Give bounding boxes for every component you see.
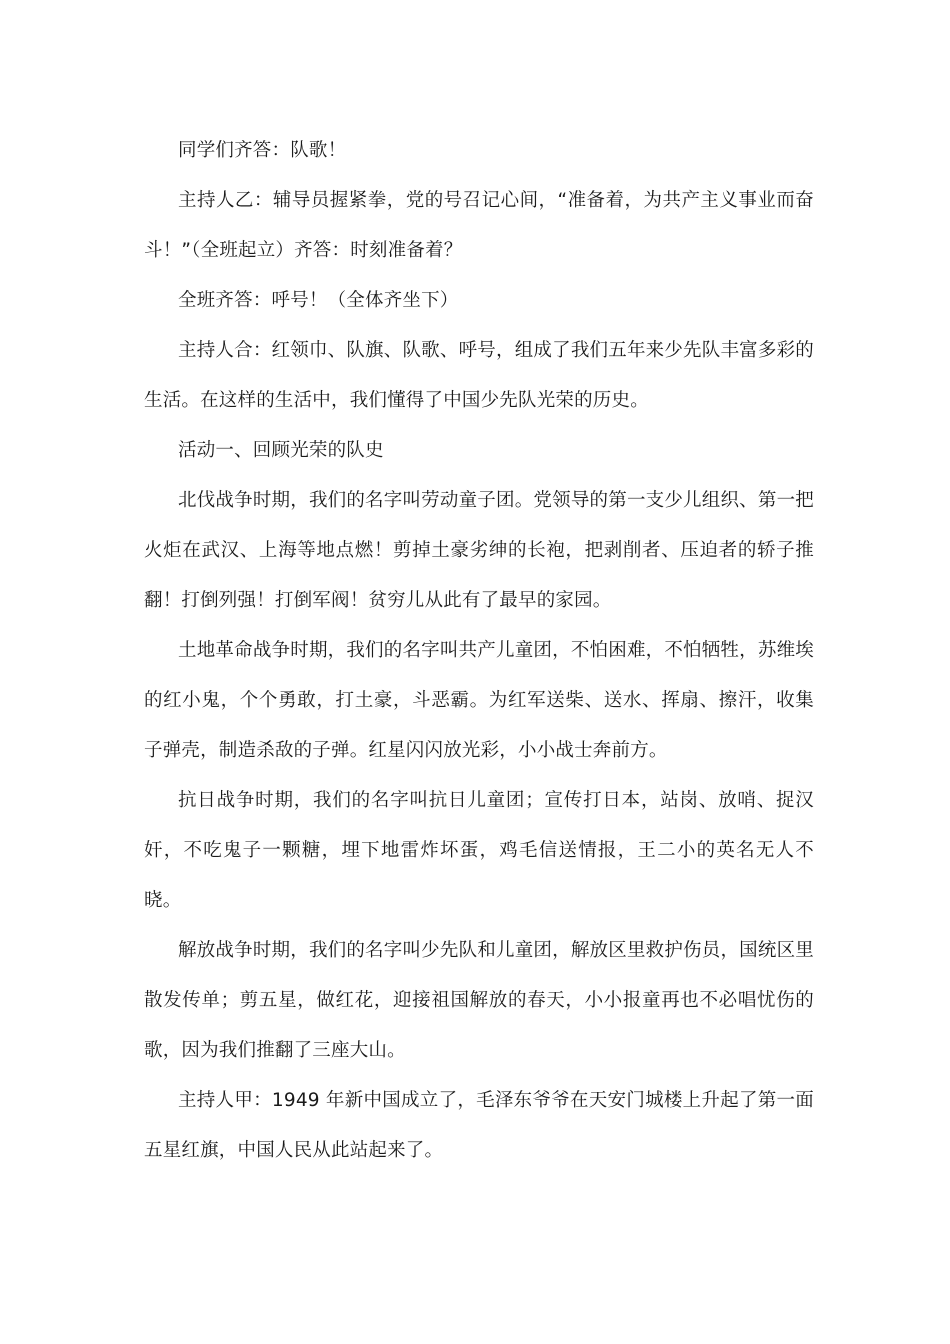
section-heading-activity-one: 活动一、回顾光荣的队史	[178, 440, 384, 461]
paragraph-liberation-war: 解放战争时期，我们的名字叫少先队和儿童团，解放区里救护伤员，国统区里散发传单；剪五星，做红花，迎接祖国解放的春天，小小报童再也不必唱忧伤的歌，因为我们推翻了三座大山。	[144, 940, 814, 1061]
paragraph-class-chorus: 全班齐答：呼号！（全体齐坐下）	[178, 290, 459, 311]
paragraph-host-a: 主持人甲：1949 年新中国成立了，毛泽东爷爷在天安门城楼上升起了第一面五星红旗，中国人民从此站起来了。	[144, 1090, 814, 1161]
paragraph-host-b: 主持人乙：辅导员握紧拳，党的号召记心间，“准备着，为共产主义事业而奋斗！”（全班起立）齐答：时刻准备着？	[144, 190, 814, 261]
document-body	[144, 126, 814, 1176]
paragraph-hosts-together: 主持人合：红领巾、队旗、队歌、呼号，组成了我们五年来少先队丰富多彩的生活。在这样的生活中，我们懂得了中国少先队光荣的历史。	[144, 340, 814, 411]
paragraph-anti-japanese-war: 抗日战争时期，我们的名字叫抗日儿童团；宣传打日本，站岗、放哨、捉汉奸，不吃鬼子一颗糖，埋下地雷炸坏蛋，鸡毛信送情报，王二小的英名无人不晓。	[144, 790, 814, 911]
paragraph-chorus-answer: 同学们齐答：队歌！	[178, 140, 347, 161]
paragraph-northern-expedition: 北伐战争时期，我们的名字叫劳动童子团。党领导的第一支少儿组织、第一把火炬在武汉、上海等地点燃！剪掉土豪劣绅的长袍，把剥削者、压迫者的轿子推翻！打倒列强！打倒军阀！贫穷儿从此有了最早的家园。	[144, 490, 814, 611]
paragraph-land-revolution: 土地革命战争时期，我们的名字叫共产儿童团，不怕困难，不怕牺牲，苏维埃的红小鬼，个个勇敢，打土豪，斗恶霸。为红军送柴、送水、挥扇、擦汗，收集子弹壳，制造杀敌的子弹。红星闪闪放光彩，小小战士奔前方。	[144, 640, 814, 761]
